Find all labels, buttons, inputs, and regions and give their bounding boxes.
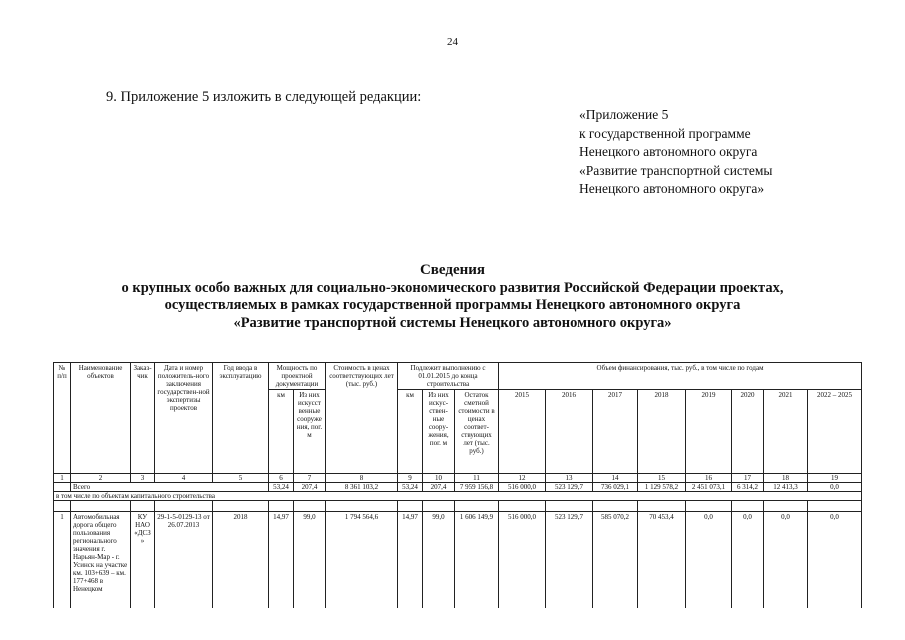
row-name: Автомобильная дорога общего пользования регионального значения г. Нарьян-Мар - г. Усинск на участке км. 103+639 – км. 177+468 в Ненецком <box>71 512 131 608</box>
title-line: осуществляемых в рамках государственной программы Ненецкого автономного округа <box>164 297 741 313</box>
header-remaining-art: Из них искус-ствен-ные соору-жения, пог. м <box>423 390 455 474</box>
header-year-2022-2025: 2022 – 2025 <box>808 390 862 474</box>
header-capacity-km: км <box>269 390 294 474</box>
total-cell: 12 413,3 <box>764 483 808 492</box>
row-customer: КУ НАО «ДСЗ» <box>131 512 155 608</box>
title-line: «Развитие транспортной системы Ненецкого автономного округа» <box>233 314 672 331</box>
column-numbers-row <box>54 474 862 483</box>
header-capacity-art: Из них искусст венные сооруже ния, пог. м <box>294 390 326 474</box>
column-number: 7 <box>294 474 326 483</box>
column-number: 5 <box>213 474 269 483</box>
row-cell: 14,97 <box>269 512 294 608</box>
document-title <box>0 262 905 332</box>
row-cell: 516 000,0 <box>499 512 546 608</box>
column-number: 1 <box>54 474 71 483</box>
header-remaining: Подлежит выполнению с 01.01.2015 до конца строительства <box>398 363 499 390</box>
column-number: 19 <box>808 474 862 483</box>
row-cell: 99,0 <box>294 512 326 608</box>
column-number: 10 <box>423 474 455 483</box>
total-cell: 516 000,0 <box>499 483 546 492</box>
appendix-line: «Развитие транспортной системы <box>579 162 773 178</box>
header-remaining-km: км <box>398 390 423 474</box>
total-cell: 8 361 103,2 <box>326 483 398 492</box>
header-financing: Объем финансирования, тыс. руб., в том числе по годам <box>499 363 862 390</box>
row-cell: 0,0 <box>764 512 808 608</box>
row-cell: 1 794 564,6 <box>326 512 398 608</box>
column-number: 12 <box>499 474 546 483</box>
header-name: Наименование объектов <box>71 363 131 474</box>
subheader-row <box>54 492 862 501</box>
total-cell: 53,24 <box>398 483 423 492</box>
row-cell: 585 070,2 <box>593 512 638 608</box>
row-cell: 0,0 <box>732 512 764 608</box>
total-cell: 7 959 156,8 <box>455 483 499 492</box>
header-year-2019: 2019 <box>686 390 732 474</box>
total-cell: 1 129 578,2 <box>638 483 686 492</box>
column-number: 8 <box>326 474 398 483</box>
column-number: 18 <box>764 474 808 483</box>
title-line: о крупных особо важных для социально-экономического развития Российской Федерации проектах, <box>121 279 784 296</box>
total-label: Всего <box>71 483 269 492</box>
header-year-2017: 2017 <box>593 390 638 474</box>
row-expertise: 29-1-5-0129-13 от 26.07.2013 <box>155 512 213 608</box>
spacer-row <box>54 501 862 512</box>
appendix-line: Ненецкого автономного округа <box>579 144 758 159</box>
header-capacity: Мощность по проектной документации <box>269 363 326 390</box>
projects-table <box>53 362 862 608</box>
row-cell: 0,0 <box>686 512 732 608</box>
appendix-line: к государственной программе <box>579 125 751 141</box>
column-number: 9 <box>398 474 423 483</box>
appendix-line: «Приложение 5 <box>579 107 669 122</box>
header-year-2015: 2015 <box>499 390 546 474</box>
row-cell: 0,0 <box>808 512 862 608</box>
subheader-label: в том числе по объектам капитального строительства <box>54 492 862 501</box>
page-number: 24 <box>447 36 458 48</box>
row-year: 2018 <box>213 512 269 608</box>
appendix-line: Ненецкого автономного округа» <box>579 181 765 196</box>
column-number: 13 <box>546 474 593 483</box>
header-cost: Стоимость в ценах соответствующих лет (тыс. руб.) <box>326 363 398 474</box>
total-cell: 53,24 <box>269 483 294 492</box>
amendment-line: 9. Приложение 5 изложить в следующей редакции: <box>106 89 422 105</box>
column-number: 3 <box>131 474 155 483</box>
total-cell: 6 314,2 <box>732 483 764 492</box>
total-row <box>54 483 862 492</box>
total-cell: 523 129,7 <box>546 483 593 492</box>
column-number: 15 <box>638 474 686 483</box>
row-cell: 99,0 <box>423 512 455 608</box>
header-num: № п/п <box>54 363 71 474</box>
total-cell: 207,4 <box>294 483 326 492</box>
row-cell: 14,97 <box>398 512 423 608</box>
total-cell: 2 451 073,1 <box>686 483 732 492</box>
column-number: 4 <box>155 474 213 483</box>
header-year: Год ввода в эксплуатацию <box>213 363 269 474</box>
table-row <box>54 512 862 608</box>
column-number: 2 <box>71 474 131 483</box>
appendix-heading <box>579 106 772 199</box>
header-year-2018: 2018 <box>638 390 686 474</box>
total-cell: 736 029,1 <box>593 483 638 492</box>
total-cell: 207,4 <box>423 483 455 492</box>
column-number: 14 <box>593 474 638 483</box>
title-main: Сведения <box>419 262 486 278</box>
column-number: 11 <box>455 474 499 483</box>
column-number: 17 <box>732 474 764 483</box>
header-year-2016: 2016 <box>546 390 593 474</box>
column-number: 6 <box>269 474 294 483</box>
header-year-2020: 2020 <box>732 390 764 474</box>
header-year-2021: 2021 <box>764 390 808 474</box>
row-cell: 523 129,7 <box>546 512 593 608</box>
row-cell: 1 606 149,9 <box>455 512 499 608</box>
header-row <box>54 363 862 390</box>
header-expertise: Дата и номер положитель-ного заключения государствен-ной экспертизы проектов <box>155 363 213 474</box>
total-cell: 0,0 <box>808 483 862 492</box>
header-remaining-cost: Остаток сметной стоимости в ценах соответ-ствующих лет (тыс. руб.) <box>455 390 499 474</box>
row-num: 1 <box>54 512 71 608</box>
column-number: 16 <box>686 474 732 483</box>
header-customer: Заказ-чик <box>131 363 155 474</box>
row-cell: 70 453,4 <box>638 512 686 608</box>
